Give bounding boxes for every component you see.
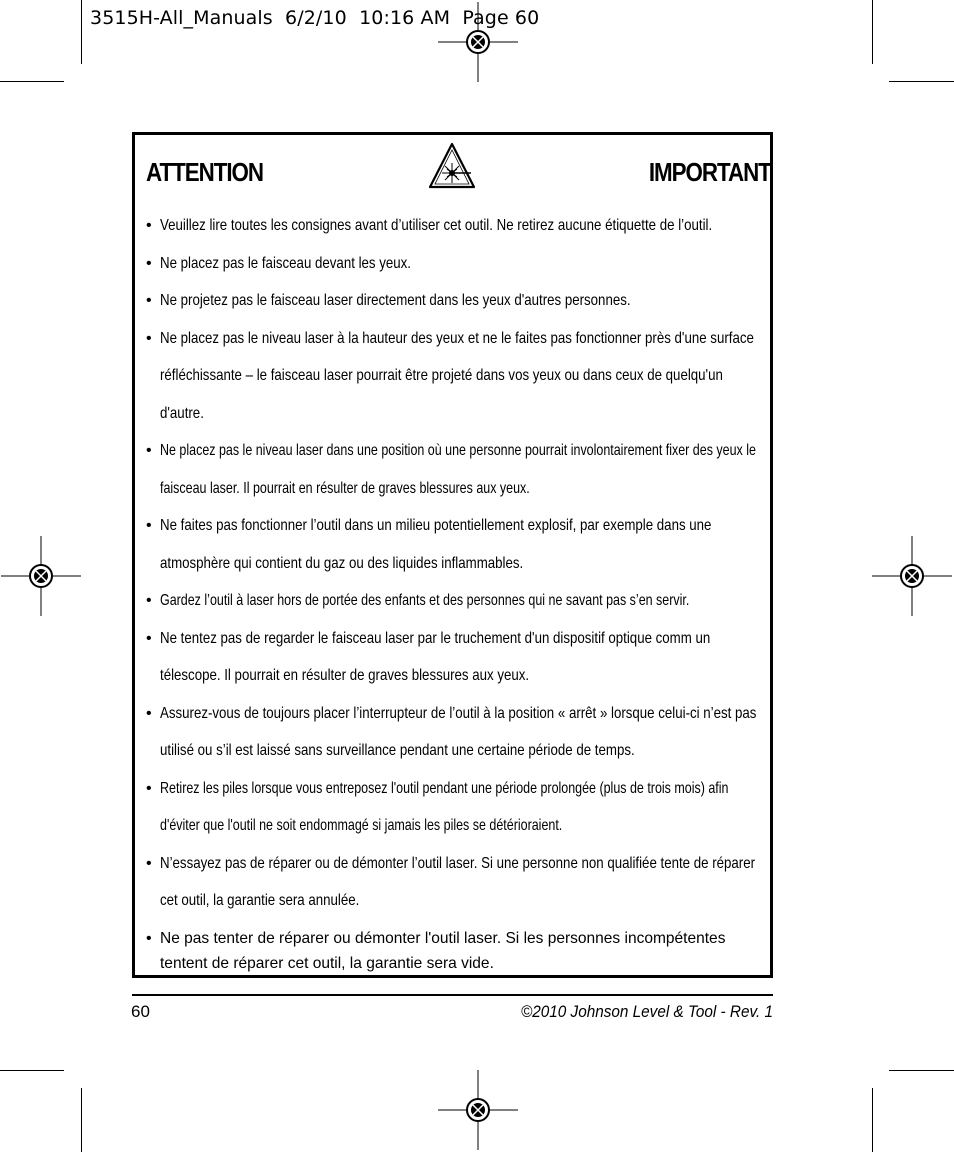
list-item: • Gardez l’outil à laser hors de portée des enfants et des personnes qui ne savant pas s’en servir. [146,582,766,620]
list-item: • Ne tentez pas de regarder le faisceau laser par le truchement d'un dispositif optique comm un télescope. Il pourrait en résulter de graves blessures aux yeux. [146,620,766,695]
list-item: • Ne placez pas le niveau laser à la hauteur des yeux et ne le faites pas fonctionner près d'une surface réfléchissante – le faisceau laser pourrait être projeté dans vos yeux ou dans ceux de quelqu'un d'autre. [146,320,766,433]
footer-divider [132,994,773,996]
registration-mark-icon [438,1070,518,1150]
list-item: • Assurez-vous de toujours placer l’interrupteur de l’outil à la position « arrêt » lorsque celui-ci n’est pas utilisé ou s’il est laissé sans surveillance pendant une certaine période de temps. [146,695,766,770]
list-item: • Ne placez pas le faisceau devant les yeux. [146,245,766,283]
warning-list [146,207,766,976]
laser-warning-icon [427,141,477,191]
list-item: • Ne placez pas le niveau laser dans une position où une personne pourrait involontairement fixer des yeux le faisceau laser. Il pourrait en résulter de graves blessures aux yeux. [146,432,766,507]
crop-mark [0,81,64,82]
print-slug: 3515H-All_Manuals 6/2/10 10:16 AM Page 60 [90,7,540,29]
crop-mark [889,1070,954,1071]
crop-mark [0,1070,64,1071]
copyright-notice: ©2010 Johnson Level & Tool - Rev. 1 [521,1002,773,1021]
important-heading: IMPORTANT [649,157,771,187]
crop-mark [872,0,873,64]
registration-mark-icon [438,2,518,82]
page-number: 60 [131,1002,150,1021]
attention-heading: ATTENTION [146,157,264,187]
list-item: • Retirez les piles lorsque vous entreposez l'outil pendant une période prolongée (plus de trois mois) afin d'éviter que l'outil ne soit endommagé si jamais les piles se détérioraient. [146,770,766,845]
crop-mark [872,1088,873,1152]
list-item: • Ne faites pas fonctionner l’outil dans un milieu potentiellement explosif, par exemple dans une atmosphère qui contient du gaz ou des liquides inflammables. [146,507,766,582]
crop-mark [81,0,82,64]
laser-warning-box [132,132,773,978]
registration-mark-icon [872,536,952,616]
list-item: • Veuillez lire toutes les consignes avant d’utiliser cet outil. Ne retirez aucune étiquette de l’outil. [146,207,766,245]
registration-mark-icon [1,536,81,616]
list-item: • Ne projetez pas le faisceau laser directement dans les yeux d'autres personnes. [146,282,766,320]
crop-mark [81,1088,82,1152]
list-item: • Ne pas tenter de réparer ou démonter l'outil laser. Si les personnes incompétentes tentent de réparer cet outil, la garantie sera vide. [146,926,766,976]
list-item: • N’essayez pas de réparer ou de démonter l’outil laser. Si une personne non qualifiée tente de réparer cet outil, la garantie sera annulée. [146,845,766,920]
crop-mark [889,81,954,82]
